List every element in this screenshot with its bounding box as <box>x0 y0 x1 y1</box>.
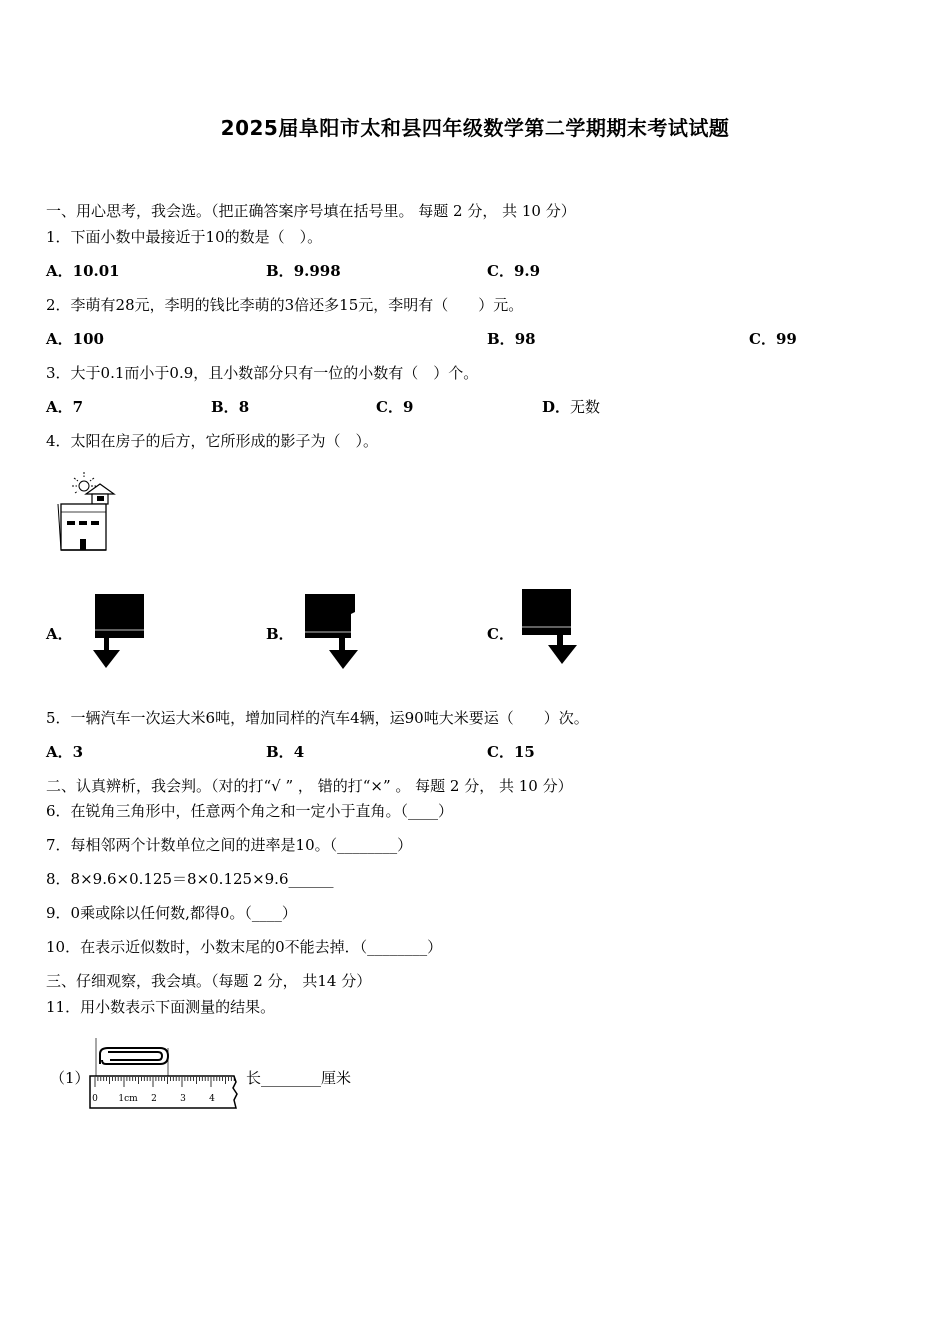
q3-option-b[interactable]: B．8 <box>211 398 250 416</box>
q11-stem: 11．用小数表示下面测量的结果。 <box>46 998 276 1016</box>
section-2-heading: 二、认真辨析，我会判。（对的打“√ ” ， 错的打“×” 。 每题 2 分， 共 10 分） <box>46 777 573 795</box>
q11-answer-blank[interactable]: 长________厘米 <box>246 1069 352 1087</box>
section-1-heading: 一、用心思考，我会选。（把正确答案序号填在括号里。 每题 2 分， 共 10 分） <box>46 202 576 220</box>
q5-option-c[interactable]: C．15 <box>487 743 535 761</box>
page-title: 2025届阜阳市太和县四年级数学第二学期期末考试试题 <box>220 116 730 140</box>
ruler-label-2: 2 <box>151 1094 157 1104</box>
ruler-label-1cm: 1cm <box>118 1094 138 1104</box>
q11-sub-label: （1） <box>50 1069 90 1087</box>
q1-option-a[interactable]: A．10.01 <box>46 262 120 280</box>
ruler-label-0: 0 <box>92 1094 98 1104</box>
q3-stem: 3．大于0.1而小于0.9，且小数部分只有一位的小数有（ ）个。 <box>46 364 479 382</box>
q7-text: 7．每相邻两个计数单位之间的进率是10。（________） <box>46 836 413 854</box>
shadow-option-a-figure <box>93 592 147 670</box>
q4-option-c[interactable]: C． <box>487 625 514 643</box>
q4-stem: 4．太阳在房子的后方，它所形成的影子为（ ）。 <box>46 432 379 450</box>
house-sun-illustration <box>56 470 118 554</box>
q6-text: 6．在锐角三角形中，任意两个角之和一定小于直角。（____） <box>46 802 454 820</box>
q5-stem: 5．一辆汽车一次运大米6吨，增加同样的汽车4辆，运90吨大米要运（ ）次。 <box>46 709 589 727</box>
q2-option-c[interactable]: C．99 <box>749 330 797 348</box>
shadow-option-b-figure <box>303 592 363 672</box>
q4-option-b[interactable]: B． <box>266 625 294 643</box>
q5-option-b[interactable]: B．4 <box>266 743 305 761</box>
q2-option-b[interactable]: B．98 <box>487 330 536 348</box>
q3-option-d[interactable]: D．无数 <box>542 398 601 416</box>
q1-stem: 1．下面小数中最接近于10的数是（ ）。 <box>46 228 323 246</box>
q3-option-c[interactable]: C．9 <box>376 398 414 416</box>
ruler-label-3: 3 <box>180 1094 186 1104</box>
section-3-heading: 三、仔细观察，我会填。（每题 2 分， 共14 分） <box>46 972 372 990</box>
shadow-option-c-figure <box>519 587 581 667</box>
q1-option-b[interactable]: B．9.998 <box>266 262 341 280</box>
q9-text: 9．0乘或除以任何数,都得0。（____） <box>46 904 297 922</box>
q10-text: 10．在表示近似数时，小数末尾的0不能去掉．（________） <box>46 938 443 956</box>
q3-option-a[interactable]: A．7 <box>46 398 84 416</box>
q1-option-c[interactable]: C．9.9 <box>487 262 541 280</box>
ruler-paperclip-figure <box>86 1038 246 1114</box>
q4-option-a[interactable]: A． <box>46 625 73 643</box>
q2-stem: 2．李萌有28元，李明的钱比李萌的3倍还多15元，李明有（ ）元。 <box>46 296 524 314</box>
q8-text: 8．8×9.6×0.125＝8×0.125×9.6______ <box>46 870 334 888</box>
q2-option-a[interactable]: A．100 <box>46 330 104 348</box>
q5-option-a[interactable]: A．3 <box>46 743 84 761</box>
ruler-label-4: 4 <box>209 1094 215 1104</box>
